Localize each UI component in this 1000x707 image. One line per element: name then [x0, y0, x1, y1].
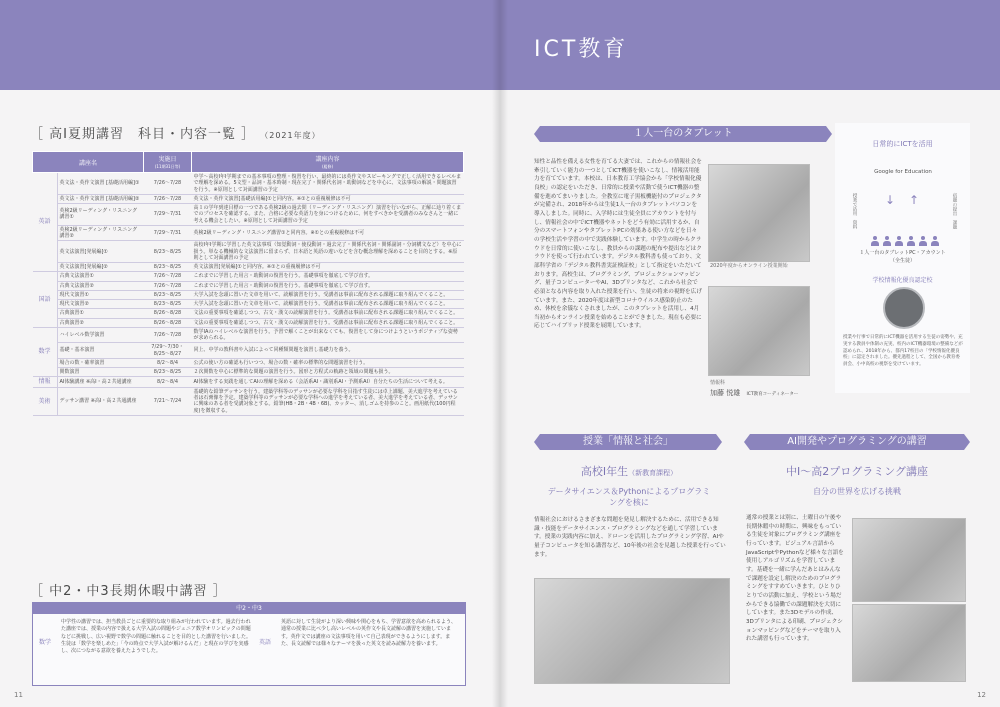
course-name-cell: 関数演習 [57, 368, 144, 377]
programming-photo-2 [852, 604, 966, 682]
info-sub2: データサイエンス＆Pythonによるプログラミングを核に [547, 487, 711, 507]
course-content-cell: これまでに学習した用言・助動詞の復習を行う。基礎事項を徹底して学び直す。 [192, 272, 464, 281]
course-name-cell: 英文法演習[発展編]① [57, 241, 144, 263]
info-sub-text: 高校Ⅰ年生 [580, 465, 629, 478]
course-content-cell: 基礎的な鉛筆デッサンを行う。建築学科等のデッサンが必要な学科を目指す生徒には卓上課題、美大進学を考えている者は石膏像を予定。建築学科等のデッサンが必要な学科への進学を考えている者、美大進学を考えている者、デッサンに興味のある者を受講対象とする。鉛筆(HB・2B・4B・6B)、カッター、消しゴムを持参のこと。画用紙代(100円程度)を徴収する。 [192, 387, 464, 415]
course-content-cell: 公式の使い方の確認も行いつつ、場合の数・確率の標準的な問題演習を行う。 [192, 358, 464, 367]
classroom-photo [534, 578, 730, 684]
student-icon [871, 236, 879, 246]
winter-label-english: 英語 [259, 639, 272, 646]
course-date-cell: 7/26〜7/28 [144, 327, 192, 343]
up-arrow-icon: ↑ [909, 193, 920, 207]
header-date: 実施日 (11期31日等) [144, 152, 192, 173]
course-date-cell: 7/26〜7/28 [144, 272, 192, 281]
tablet-text: 知性と品性を備える女性を育てる大妻では、これからの情報社会を牽引していく能力の一つとしてICT機器を使いこなし、情報活用能力を育てています。本校は、日本教育工学協会から「学校情報化優良校」の認定をいただき、日常的に授業や活動で使うICT機器の整備を進めてまいりました。全教室に電子黒板機能付のプロジェクタが完備され、2018年からは生徒1人一台のタブレットパソコンを導入しました。同時に、入学時には生徒全員にアカウントを付与し、情報社会の中でICT機器やネットをどう有効に活用するか、自分のスマートフォンやタブレットPCの効果ある使い方などを日々の学校生活や学習の中で実践体験しています。中学生の時からクラウドを日常的に使いこなし、教員からの課題の配布や提出などはクラウドを使って行われています。デジタル教科書も使っており、文部科学省の「デジタル教科書実証検証校」として指定をいただいております。高校生は、プログラミング、プロジェクションマッピング、量子コンピューターやAI、3Dプリンタなど、これから社会で必須となる内容を取り入れた授業を行い、生徒の将来の視野を広げています。また、2020年度は新型コロナウイルス感染防止のため、休校を余儀なくされましたが、このタブレットを活用し、4月当初からオンライン授業を始めることができました。現在も必要に応じてハイブリッド授業を展開しています。 [534, 159, 702, 330]
ai-sub2: 自分の世界を広げる挑戦 [813, 487, 901, 496]
course-name-cell: AI体験講座 ※高Ⅰ・高２共通講座 [57, 377, 144, 388]
table-row [33, 318, 464, 327]
course-name-cell: 場合の数・確率演習 [57, 358, 144, 367]
course-date-cell: 7/26〜7/28 [144, 173, 192, 195]
winter-box-header: 中2・中3 [33, 603, 465, 614]
teacher-title: ICT教育コーディネーター [746, 392, 799, 397]
winter-heading: ［ 中2・中3長期休暇中講習 ］ [30, 584, 227, 599]
course-name-cell: 英文法演習[発展編]② [57, 263, 144, 272]
table-row [33, 358, 464, 367]
course-date-cell: 8/2〜8/4 [144, 358, 192, 367]
ict-sidebox [835, 123, 970, 393]
course-heading-year: （2021年度） [260, 131, 321, 140]
course-name-cell: 古典文法演習① [57, 272, 144, 281]
course-content-cell: 大学入試を念頭に置いた文章を用いて、読解演習を行う。受講者は事前に配布される課題に取り組んでくること。 [192, 290, 464, 299]
course-content-cell: 英文法演習[発展編]①と同内容。※①との重複履修は不可 [192, 263, 464, 272]
spine-shadow [492, 0, 508, 707]
course-name-cell: 古典文法演習② [57, 281, 144, 290]
course-content-cell: 大学入試を念頭に置いた文章を用いて、読解演習を行う。受講者は事前に配布される課題に取り組んでくること。 [192, 300, 464, 309]
subject-cell: 美術 [33, 387, 58, 415]
page-number-left: 11 [14, 691, 23, 699]
online-class-photo [708, 164, 810, 262]
side-left-label: 授業で活用 資料 [852, 193, 857, 229]
programming-photo-1 [852, 518, 966, 602]
course-date-cell: 8/2〜8/4 [144, 377, 192, 388]
course-name-cell: 現代文演習② [57, 300, 144, 309]
teacher-photo [708, 286, 810, 376]
course-name-cell: ハイレベル数学演習 [57, 327, 144, 343]
course-date-cell: 7/21〜7/24 [144, 387, 192, 415]
table-row [33, 272, 464, 281]
course-date-cell: 8/23〜8/25 [144, 300, 192, 309]
page-title: ICT教育 [534, 37, 629, 62]
students-icon-row [855, 231, 955, 250]
course-name-cell: 基礎・基本演習 [57, 343, 144, 359]
course-table [32, 151, 464, 416]
course-table-header [33, 152, 464, 173]
course-content-cell: 高１の学年到達目標の一つである英検2級の過去問（リーディング・リスニング）演習を行いながら、正解に辿り着くまでのプロセスを確認する。また、合格に必要な英語力を身につけるために、何をすべきかを受講者のみなさんと一緒に考える機会としたい。※原則として対面講習の予定 [192, 204, 464, 226]
course-date-cell: 7/29〜7/31 [144, 225, 192, 241]
table-row [33, 241, 464, 263]
winter-english-text: 英語に対して生徒がより深い興味や関心をもち、学習意欲を高められるよう、通常の授業に比べ少し高いレベルの英作文や長文読解の講習を実施しています。英作文では講座の文法事項を用いて自己表現ができるようにします。また、長文読解では様々なテーマを扱った英文を読み読解力を養います。 [281, 619, 457, 647]
table-row [33, 368, 464, 377]
course-date-cell: 8/23〜8/25 [144, 241, 192, 263]
course-content-cell: AI体験をする実践を通してAIの理解を深める（会話系AI・識別系AI・予測系AI）自分たちの生活について考える。 [192, 377, 464, 388]
table-row [33, 281, 464, 290]
student-icon [931, 236, 939, 246]
student-icon [883, 236, 891, 246]
course-heading [30, 123, 321, 142]
course-date-cell: 8/23〜8/25 [144, 368, 192, 377]
info-section-bar: 授業「情報と社会」 [540, 434, 716, 450]
course-content-cell: 英検2級リーディング・リスニング講習①と同内容。※①との重複履修は不可 [192, 225, 464, 241]
ai-text: 通常の授業とは別に、土曜日の午後や長期休暇中の時期に、興味をもっている生徒を対象にプログラミング講座を行っています。ビジュアル言語からJavaScriptやPythonなど様々な言語を使用しアルゴリズムを学習しています。基礎を一緒に学んだあとはみんなで課題を設定し解決のためのプログラミングをすすめていきます。ひとりひとりでの活動に加え、学校という場だからできる協働での課題解決を大切にしています。また3Dモデルの作成、3Dプリンタによる印刷、プロジェクションマッピングなどをテーマを取り入れた講習も行っています。 [746, 515, 844, 643]
course-content-cell: 数学ⅠAのハイレベルな演習を行う。予習で解くことが出来なくても、復習をして身につけようというポジティブな姿勢が求められる。 [192, 327, 464, 343]
side-cert-text: 授業や行事で日常的にICT機器を活用する生徒の姿勢や、充実する教員や体制の充実、校内のICT機器環境の整備などが認められ、2018年から、都内17校目の「学校情報化優良校」に認定されました。優先過程として、全国から教育委員会、小中高校の視察を受けています。 [843, 335, 963, 367]
teacher-role: 情報科 [710, 380, 726, 386]
course-content-cell: 高校Ⅰ年Ⅰ学期に学習した英文法事項（知覚動詞・使役動詞・過去完了・関係代名詞・関係副詞・分詞構文など）を中心に扱う。単なる機械的な文法演習に留まらず、日本語と英語の違いなどを含む概念理解を深めることを目的とする。※原則として対面講習の予定 [192, 241, 464, 263]
table-row [33, 204, 464, 226]
course-date-cell: 7/26〜7/28 [144, 281, 192, 290]
course-date-cell: 7/29〜7/30・8/25〜8/27 [144, 343, 192, 359]
winter-math-text: 中学性の講習では、担当教員ごとに重要的な取り組みが行われています。過去行われた講座では、授業の内容で扱える大学入試の問題やジュニア数学オリンピックの問題などに挑戦し、広い視野で数学の問題に触れることを目的とした講習を行いました。生徒は「数学を楽しめた」「今の時点で大学入試が解けるんだ」と現在の学びを実感し、次につながる意欲を養えたようでした。 [61, 619, 252, 654]
course-heading-text: ［ 高Ⅰ夏期講習 科目・内容一覧 ］ [30, 127, 256, 142]
table-row [33, 343, 464, 359]
photo1-caption: 2020年度からオンライン授業開始 [710, 263, 788, 269]
student-icon [919, 236, 927, 246]
student-icon [907, 236, 915, 246]
down-arrow-icon: ↓ [885, 193, 896, 207]
subject-cell: 英語 [33, 173, 58, 272]
info-sub [534, 463, 724, 479]
info-text: 情報社会におけるさまざまな問題を発見し解決するために、活用できる知識・技能をデータサイエンス・プログラミングなどを通して学習しています。授業の実践内容に加え、ドローンを活用したプログラミング学習、AIや量子コンピュータを知る講習など、10年後の社会を見越した授業を行っています。 [534, 517, 726, 558]
side-title: 日常的にICTを活用 [872, 140, 933, 148]
subject-cell: 情報 [33, 377, 58, 388]
course-date-cell: 8/23〜8/25 [144, 263, 192, 272]
course-content-cell: 文法の重要事項を確認しつつ、古文・漢文の読解演習を行う。受講者は事前に配布される課題に取り組んでくること。 [192, 318, 464, 327]
course-content-cell: 英文法・英作文演習[基礎活用編]①と同内容。※①との重複履修は不可 [192, 194, 464, 203]
teacher-name: 加藤 悦雄 [710, 389, 741, 397]
tablet-section-bar: １人一台のタブレット [540, 126, 826, 142]
course-content-cell: 文法の重要事項を確認しつつ、古文・漢文の読解演習を行う。受講者は事前に配布される課題に取り組んでくること。 [192, 309, 464, 318]
side-google: Google for Education [874, 169, 932, 175]
table-row [33, 387, 464, 415]
table-row [33, 263, 464, 272]
side-cert-title: 学校情報化優良認定校 [872, 277, 933, 284]
header-content: 講座内容 (履修) [192, 152, 464, 173]
course-content-cell: これまでに学習した用言・助動詞の復習を行う。基礎事項を徹底して学び直す。 [192, 281, 464, 290]
table-row [33, 309, 464, 318]
ai-sub: 中Ⅰ〜高2プログラミング講座 [785, 465, 929, 478]
course-date-cell: 7/29〜7/31 [144, 204, 192, 226]
course-name-cell: デッサン講習 ※高Ⅰ・高２共通講座 [57, 387, 144, 415]
table-row [33, 225, 464, 241]
page-number-right: 12 [977, 691, 986, 699]
table-row [33, 194, 464, 203]
course-name-cell: 現代文演習① [57, 290, 144, 299]
course-content-cell: ２次関数を中心に標準的な問題の演習を行う。図形と方程式の軌跡と領域の問題も扱う。 [192, 368, 464, 377]
table-row [33, 377, 464, 388]
course-name-cell: 英検2級リーディング・リスニング講習② [57, 225, 144, 241]
course-content-cell: 同上、中学の教科書や入試によって同種類問題を演習し基礎力を養う。 [192, 343, 464, 359]
info-sub-note: （新教育課程） [628, 469, 678, 477]
course-content-cell: 中学〜高校Ⅰ年Ⅰ学期までの基本事項の整理・復習を行い、最終的には英作文やスピーキングで正しく活用できるレベルまで理解を深める。5文型・品詞・基本時制・現在完了・関係代名詞・助動詞などを中心に、文法事項の解説・問題演習を行う。※原則として対面講習の予定 [192, 173, 464, 195]
course-date-cell: 7/26〜7/28 [144, 194, 192, 203]
student-icon [895, 236, 903, 246]
table-row [33, 300, 464, 309]
right-page [500, 0, 1000, 707]
table-row [33, 327, 464, 343]
course-name-cell: 英検2級リーディング・リスニング講習① [57, 204, 144, 226]
table-row [33, 290, 464, 299]
course-name-cell: 英文法・英作文演習 [基礎活用編]① [57, 173, 144, 195]
side-student: １人一台のタブレットPC・アカウント [859, 250, 946, 256]
course-name-cell: 古典演習② [57, 318, 144, 327]
course-date-cell: 8/23〜8/25 [144, 290, 192, 299]
side-student-sub: （全生徒） [889, 258, 915, 264]
course-date-cell: 8/26〜8/28 [144, 309, 192, 318]
header-name: 講座名 [33, 152, 144, 173]
teacher-name-line [710, 388, 798, 398]
header-band [0, 0, 500, 90]
table-row [33, 173, 464, 195]
certification-seal-icon [883, 287, 925, 329]
winter-label-math: 数学 [39, 639, 52, 646]
subject-cell: 国語 [33, 272, 58, 328]
subject-cell: 数学 [33, 327, 58, 377]
side-right-label: 宿題の提出 課題 [952, 193, 957, 229]
ai-section-bar: AI開発やプログラミングの講習 [750, 434, 964, 450]
course-date-cell: 8/26〜8/28 [144, 318, 192, 327]
course-name-cell: 古典演習① [57, 309, 144, 318]
course-name-cell: 英文法・英作文演習 [基礎活用編]② [57, 194, 144, 203]
winter-box [32, 602, 466, 686]
